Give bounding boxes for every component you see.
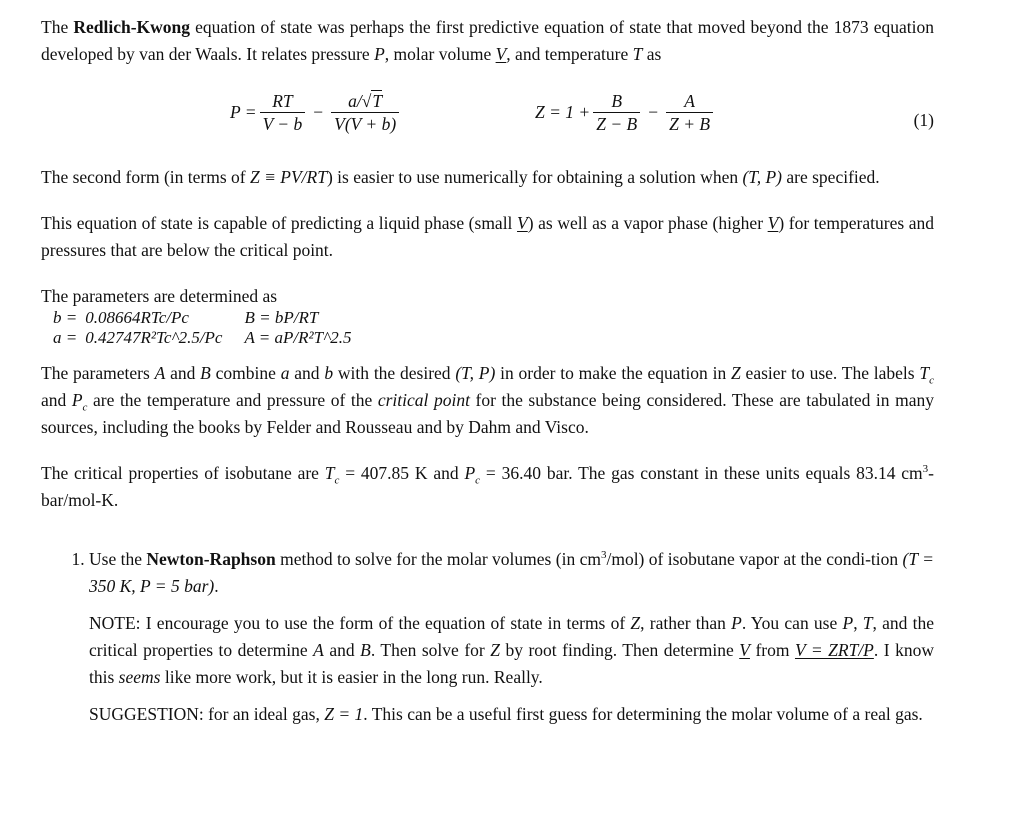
parameters-paragraph: The parameters A and B combine a and b with the desired (T, P) in order to make the equation in Z easier to use. The labels $T_c$ and $P_c$ are the temperature and pressure of the critical point for the substance being considered. These are tabulated in many sources, including the books by Felder and Rousseau and by Dahm and Visco.: [41, 363, 935, 437]
newton-raphson-name: Newton-Raphson: [146, 549, 276, 569]
redlich-kwong-name: Redlich-Kwong: [73, 17, 191, 37]
compressibility-form: Z = 1 + $\frac{B}{Z - B}$ − $\frac{A}{Z + B}$: [535, 90, 716, 135]
intro-paragraph: The Redlich-Kwong equation of state was perhaps the first predictive equation of state that moved beyond the 1873 equation developed by van der Waals. It relates pressure P, molar volume V, and temperature T as: [41, 17, 934, 64]
note-paragraph: NOTE: I encourage you to use the form of the equation of state in terms of Z, rather than P. You can use P, T, and the critical properties to determine A and B. Then solve for Z by root finding. Then determine V from V = ZRT/P. I know this seems like more work, but it is easier in the long run. Really.: [89, 613, 935, 687]
phases-paragraph: This equation of state is capable of predicting a liquid phase (small V) as well as a vapor phase (higher V) for temperatures and pressures that are below the critical point.: [41, 213, 935, 260]
equation-number: (1): [913, 110, 934, 130]
pressure-form: P = $\frac{RT}{V - b}$ − $\frac{a/√T}{V(V + b)}$: [230, 90, 402, 135]
task-list: [41, 546, 934, 600]
parameters-table: b = 0.08664RTc/Pc B = bP/RT a = 0.42747R²Tc^2.5/Pc A = aP/R²T^2.5: [53, 308, 352, 347]
parameters-block: [41, 274, 934, 348]
suggestion-paragraph: SUGGESTION: for an ideal gas, Z = 1. This can be a useful first guess for determining the molar volume of a real gas.: [89, 704, 923, 724]
equation-1: [41, 90, 934, 156]
second-form-paragraph: The second form (in terms of Z ≡ PV/RT) is easier to use numerically for obtaining a solution when (T, P) are specified.: [41, 167, 880, 187]
critical-point-term: critical point: [377, 390, 470, 410]
document-page: [41, 14, 934, 728]
parameters-heading: The parameters are determined as: [41, 286, 278, 306]
critical-properties-paragraph: The critical properties of isobutane are $T_c = 407.85$ K and $P_c = 36.40$ bar. The gas constant in these units equals 83.14 $cm^3-bar/mol-K$.: [41, 463, 934, 510]
task-item-1: 1. Use the Newton-Raphson method to solve for the molar volumes (in $cm^3/mol$) of isobutane vapor at the condi-tion (T = 350 K, P = 5 bar).: [89, 546, 934, 600]
